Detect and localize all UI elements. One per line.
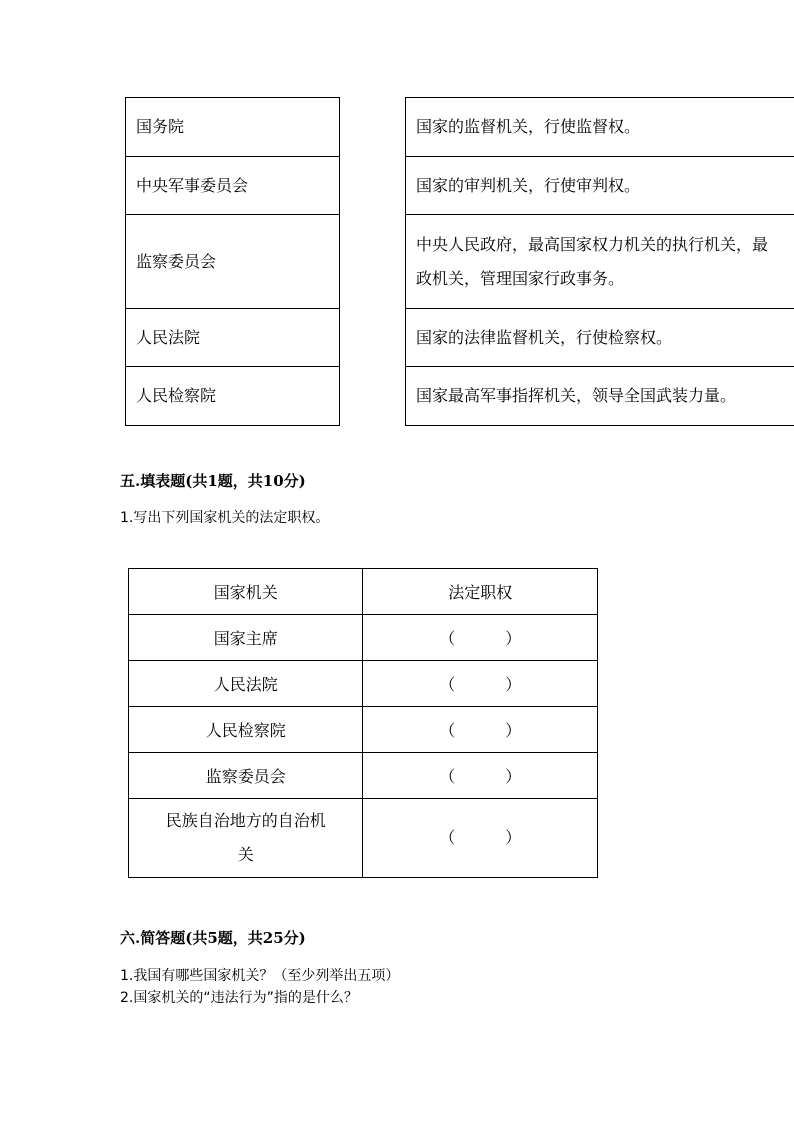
matching-right-table [405, 97, 794, 426]
matching-left-table [125, 97, 340, 426]
table-cell-organ: 国家主席 [129, 615, 363, 661]
match-left-item: 中央军事委员会 [126, 157, 340, 215]
fill-in-table [128, 568, 598, 878]
table-cell-organ: 民族自治地方的自治机 关 [129, 799, 363, 878]
answer-blank[interactable]: （ ） [363, 615, 598, 661]
section-5-title: 五.填表题(共1题，共10分) [120, 472, 306, 490]
match-left-item: 监察委员会 [126, 215, 340, 309]
match-right-item: 国家的监督机关，行使监督权。 [406, 98, 794, 157]
table-cell-organ: 人民检察院 [129, 707, 363, 753]
match-right-item [406, 215, 794, 309]
match-left-item: 国务院 [126, 98, 340, 157]
table-header: 法定职权 [363, 569, 598, 615]
table-cell-organ: 人民法院 [129, 661, 363, 707]
section-6-question-1: 1.我国有哪些国家机关？（至少列举出五项） [120, 968, 400, 984]
match-right-item: 国家的审判机关，行使审判权。 [406, 157, 794, 215]
match-left-item: 人民法院 [126, 309, 340, 367]
table-header: 国家机关 [129, 569, 363, 615]
section-6-question-2: 2.国家机关的“违法行为”指的是什么？ [120, 990, 358, 1006]
match-right-item: 国家最高军事指挥机关，领导全国武装力量。 [406, 367, 794, 426]
answer-blank[interactable]: （ ） [363, 661, 598, 707]
match-right-line: 政机关，管理国家行政事务。 [416, 268, 625, 288]
answer-blank[interactable]: （ ） [363, 799, 598, 878]
section-5-question: 1.写出下列国家机关的法定职权。 [120, 510, 330, 526]
table-cell-organ: 监察委员会 [129, 753, 363, 799]
section-6-title: 六.简答题(共5题，共25分) [120, 929, 306, 947]
answer-blank[interactable]: （ ） [363, 707, 598, 753]
match-right-line: 中央人民政府，最高国家权力机关的执行机关，最 [416, 234, 769, 254]
match-left-item: 人民检察院 [126, 367, 340, 426]
match-right-item: 国家的法律监督机关，行使检察权。 [406, 309, 794, 367]
answer-blank[interactable]: （ ） [363, 753, 598, 799]
